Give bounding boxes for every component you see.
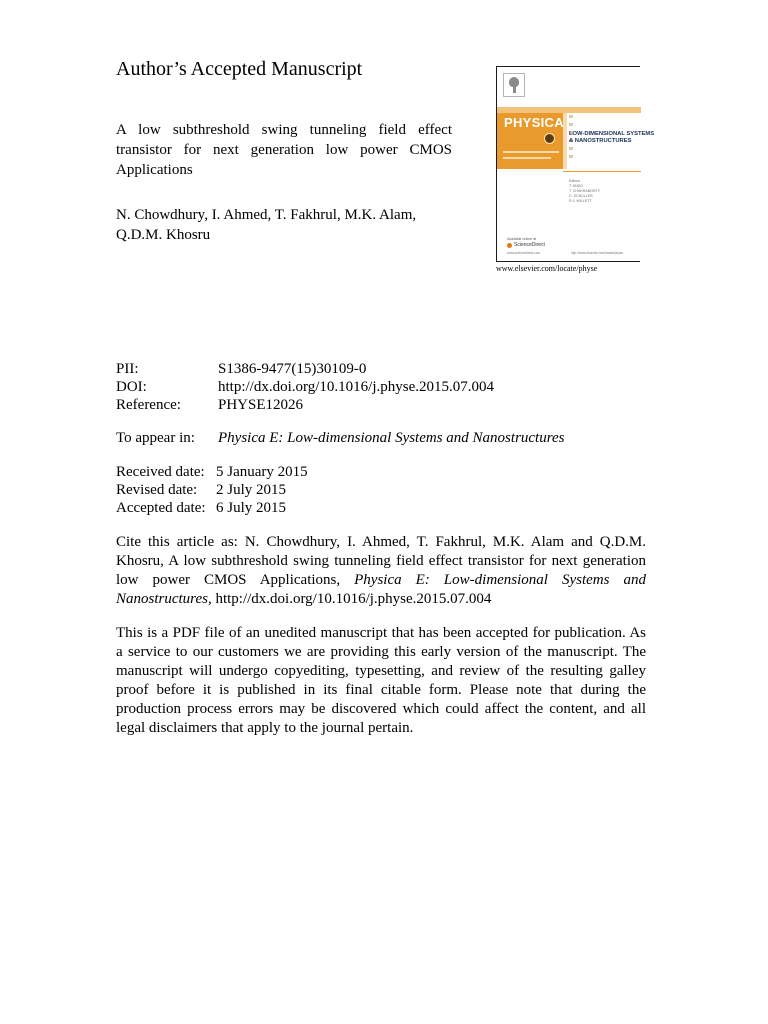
- disclaimer-paragraph: This is a PDF file of an unedited manuscript that has been accepted for publication. As a service to our customers we are providing this early version of the manuscript. The manuscript will undergo copyediting, typesetting, and review of the resulting galley proof before it is published in its final citable form. Please note that during the production process errors may be discovered which could affect the content, and all legal disclaimers that apply to the journal pertain.: [116, 625, 646, 736]
- journal-name: Physica E: Low-dimensional Systems and Nanostructures: [218, 430, 565, 446]
- cover-emblem-icon: [544, 133, 555, 144]
- sciencedirect-logo: ScienceDirect: [507, 242, 537, 250]
- cover-available-online: Available online at: [507, 237, 537, 241]
- page-heading: Author’s Accepted Manuscript: [116, 58, 363, 80]
- page-content: Author’s Accepted Manuscript A low subthreshold swing tunneling field effect transistor for next generation low power CMOS Applications N. Chowdhury, I. Ahmed, T. Fakhrul, M.K. Alam, Q.D.M. Khosru PHYSICA LOW-DIMENSIONAL SYSTEMS & NANOSTRUCTURES Editors T. ANDO T. CHAKRABORTY C. SCHULLER R.J. WILLETT Available online at ScienceDirect www.sciencedirect.com http://www.elsevier.com/locate/physe www.elsevier.com/locate/physe PII: S1386-9477(15)30109-0 DOI: http://dx.doi.org/10.1016/j.physe.2015.07.004 Reference: PHYSE12026 To appear in: Physica E: Low-dimensional Systems and Nanostructures Received date: 5 January 2015 Revised date: 2 July 2015 Accepted date: 6 July 2015 Cite this article as: N. Chowdhury, I. Ahmed, T. Fakhrul, M.K. Alam and Q.D.M. Khosru, A low subthreshold swing tunneling field effect transistor for next generation low power CMOS Applications, Physica E: Low-dimensional Systems and Nanostructures, http://dx.doi.org/10.1016/j.physe.2015.07.004 This is a PDF file of an unedited manuscript that has been accepted for publication. As a service to our customers we are providing this early version of the manuscript. The manuscript will undergo copyediting, typesetting, and review of the resulting galley proof before it is published in its final citable form. Please note that during the production process errors may be discovered which could affect the content, and all legal disclaimers that apply to the journal pertain.: [116, 58, 655, 736]
- sciencedirect-icon: [507, 243, 512, 248]
- doi-link[interactable]: http://dx.doi.org/10.1016/j.physe.2015.07.004: [218, 379, 494, 395]
- cover-sd-url: www.sciencedirect.com: [507, 251, 541, 255]
- citation-paragraph: Cite this article as: N. Chowdhury, I. Ahmed, T. Fakhrul, M.K. Alam and Q.D.M. Khosru, A low subthreshold swing tunneling field effect transistor for next generation low power CMOS Applications, Physica E: Low-dimensional Systems and Nanostructures, http://dx.doi.org/10.1016/j.physe.2015.07.004: [116, 534, 646, 607]
- cover-editors: Editors T. ANDO T. CHAKRABORTY C. SCHULLER R.J. WILLETT: [569, 179, 601, 203]
- cover-journal-url: http://www.elsevier.com/locate/physe: [571, 251, 624, 255]
- journal-cover: [496, 66, 655, 262]
- elsevier-tree-icon: [503, 73, 525, 97]
- citation-doi-link[interactable]: http://dx.doi.org/10.1016/j.physe.2015.07.004: [211, 591, 492, 607]
- cover-journal-name: PHYSICA: [504, 115, 564, 130]
- article-title: A low subthreshold swing tunneling field effect transistor for next generation low power CMOS Applications: [116, 122, 452, 178]
- citation-journal: Physica E: Low-dimensional Systems and Nanostructures,: [116, 572, 646, 607]
- article-authors: N. Chowdhury, I. Ahmed, T. Fakhrul, M.K. Alam, Q.D.M. Khosru: [116, 207, 417, 243]
- cover-subtitle: LOW-DIMENSIONAL SYSTEMS & NANOSTRUCTURES: [569, 131, 655, 144]
- journal-locate-link[interactable]: www.elsevier.com/locate/physe: [496, 264, 598, 273]
